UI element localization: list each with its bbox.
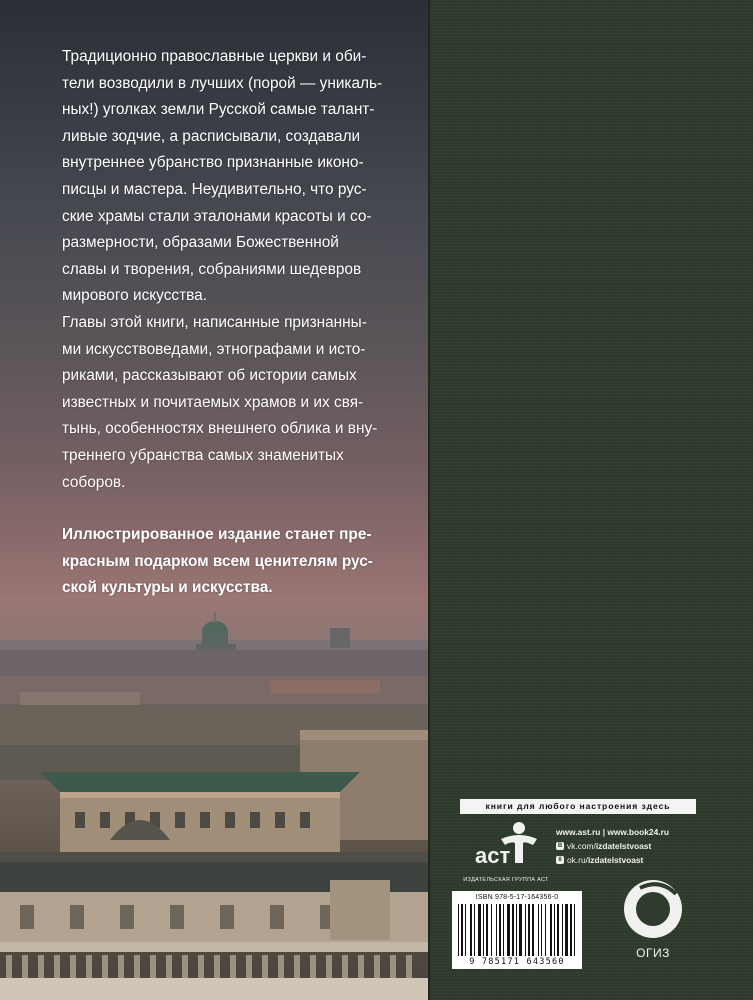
publisher-links bbox=[556, 825, 669, 867]
blurb-bold-line: ской культуры и искусства. bbox=[62, 579, 273, 597]
vk-prefix: vk.com/ bbox=[567, 841, 596, 851]
blurb-highlight bbox=[62, 522, 402, 602]
blurb-line: ские храмы стали эталонами красоты и со- bbox=[62, 207, 372, 225]
blurb-line: ливые зодчие, а расписывали, создавали bbox=[62, 127, 361, 145]
vk-handle: izdatelstvoast bbox=[595, 841, 652, 851]
spine-divider bbox=[428, 0, 430, 1000]
publisher-caption: ИЗДАТЕЛЬСКАЯ ГРУППА АСТ bbox=[463, 877, 549, 883]
blurb-line: ных!) уголках земли Русской самые талант- bbox=[62, 101, 375, 119]
blurb-line: размерности, образами Божественной bbox=[62, 234, 339, 252]
website-text: www.ast.ru | www.book24.ru bbox=[556, 827, 669, 837]
blurb-line: Главы этой книги, написанные признанны- bbox=[62, 313, 367, 331]
ok-prefix: ok.ru/ bbox=[567, 855, 588, 865]
tagline-bar: книги для любого настроения здесь bbox=[460, 799, 696, 814]
blurb-line: тели возводили в лучших (порой — уникаль- bbox=[62, 74, 383, 92]
isbn-digits: 9 785171 643560 bbox=[469, 957, 565, 967]
blurb-line: писцы и мастера. Неудивительно, что рус- bbox=[62, 180, 367, 198]
ogiz-name: ОГИЗ bbox=[636, 946, 670, 960]
blurb-line: риками, рассказывают об истории самых bbox=[62, 367, 357, 385]
vk-link[interactable] bbox=[556, 839, 669, 853]
blurb-bold-line: Иллюстрированное издание станет пре- bbox=[62, 526, 372, 544]
blurb-paragraph bbox=[62, 44, 402, 496]
blurb-line: известных и почитаемых храмов и их свя- bbox=[62, 393, 364, 411]
website-link[interactable] bbox=[556, 825, 669, 839]
blurb-line: славы и творения, собраниями шедевров bbox=[62, 260, 362, 278]
vk-icon: В bbox=[557, 843, 563, 849]
barcode-bars bbox=[458, 904, 576, 956]
blurb-line: мирового искусства. bbox=[62, 287, 207, 305]
ast-logo-text: аст bbox=[475, 843, 511, 868]
blurb-line: соборов. bbox=[62, 473, 126, 491]
blurb-line: ми искусствоведами, этнографами и исто- bbox=[62, 340, 366, 358]
ok-link[interactable] bbox=[556, 853, 669, 867]
blurb-line: Традиционно православные церкви и оби- bbox=[62, 48, 367, 65]
ast-logo-icon bbox=[463, 819, 547, 875]
blurb-line: треннего убранства самых знаменитых bbox=[62, 446, 344, 464]
back-cover-blurb bbox=[62, 44, 402, 602]
blurb-line: внутреннее убранство признанные иконо- bbox=[62, 154, 364, 172]
ok-handle: izdatelstvoast bbox=[587, 855, 644, 865]
ogiz-logo-icon bbox=[620, 876, 686, 942]
blurb-bold-line: красным подарком всем ценителям рус- bbox=[62, 552, 373, 570]
isbn-label: ISBN 978-5-17-164356-0 bbox=[475, 894, 559, 901]
blurb-line: тынь, особенностях внешнего облика и вну- bbox=[62, 420, 378, 438]
ok-icon: 8 bbox=[556, 856, 564, 864]
isbn-barcode bbox=[452, 891, 582, 969]
